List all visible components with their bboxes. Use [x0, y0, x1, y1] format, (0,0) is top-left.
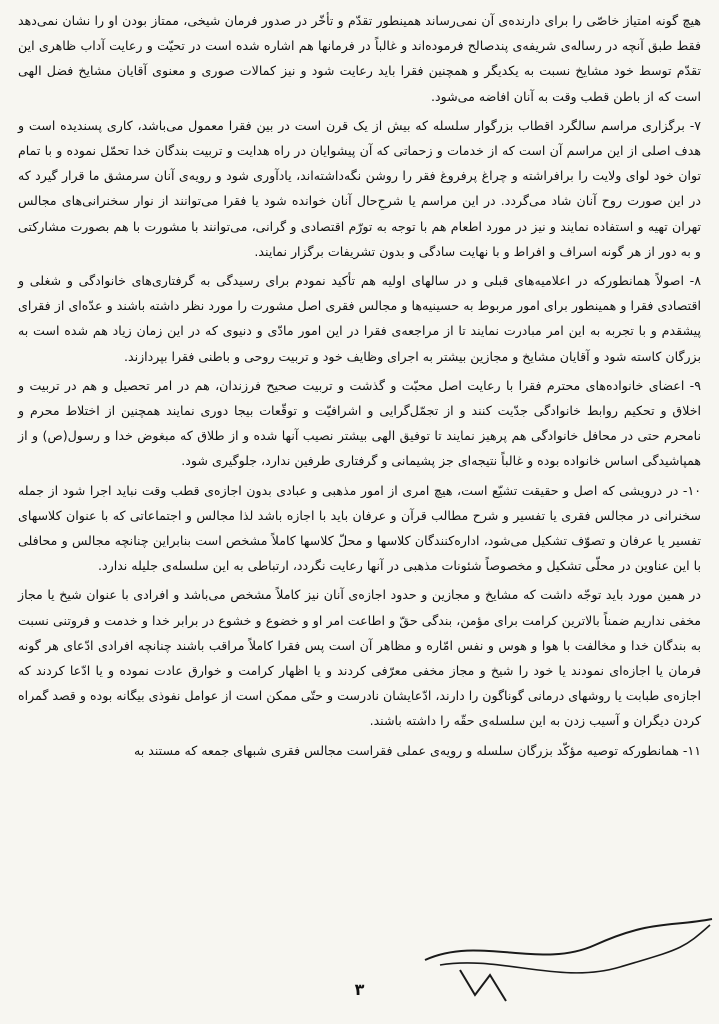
paragraph-item-10-continued: در همین مورد باید توجّه داشت که مشایخ و مجازین و حدود اجازه‌ی آنان نیز کاملاً مشخص می‌باشد و افرادی با عنوان شیخ یا مجاز مخفی نداریم ضمناً بالاترین کرامت برای مؤمن، بندگی حقّ و اطاعت امر او و خضوع و خشوع در برابر خدا و خدمت و فروتنی نسبت به بندگان خدا و مخالفت با هوا و هوس و نفس امّاره و مظاهر آن است پس فقرا کاملاً مراقب باشند چنانچه افرادی ادّعای هر گونه فرمان یا اجازه‌ای نمودند یا خود را شیخ و مجاز مخفی معرّفی کردند و یا اظهار کرامت و خوارق عادت نموده و یا ادّعا کردند که اجازه‌ی طبابت یا روشهای درمانی گوناگون را دارند، ادّعایشان نادرست و حتّی ممکن است از عوامل نفوذی بیگانه بوده و قصد گمراه کردن دیگران و آسیب زدن به این سلسله‌ی حقّه را داشته باشند.: [18, 587, 701, 729]
paragraph-item-8: ۸- اصولاً همانطورکه در اعلامیه‌های قبلی و در سالهای اولیه هم تأکید نمودم برای رسیدگی به گرفتاری‌های خانوادگی و شغلی و اقتصادی فقرا و همینطور برای امور مربوط به حسینیه‌ها و مجالس فقری اصل مشورت را مورد نظر داشته باشند و عدّه‌ای از فقرای پیشقدم و با تجربه به این امر مبادرت نمایند تا از مراجعه‌ی فقرا در این امور مادّی و دنیوی که در این زمان زیاد هم شده است به بزرگان کاسته شود و آقایان مشایخ و مجازین بیشتر به اجرای وظایف خود و تربیت روحی و باطنی فقرا بپردازند.: [18, 273, 701, 364]
paragraph-intro: هیچ گونه امتیاز خاصّی را برای دارنده‌ی آن نمی‌رساند همینطور تقدّم و تأخّر در صدور فرمان شیخی، ممتاز بودن او را نشان نمی‌دهد فقط طبق آنچه در رساله‌ی شریفه‌ی پندصالح فرموده‌اند و غالباً در فرمانها هم اشاره شده است در تحیّت و رعایت آداب ظاهری این تقدّم توسط خود مشایخ نسبت به یکدیگر و همچنین فقرا باید رعایت شود و نیز کمالات صوری و معنوی آقایان مشایخ فضل الهی است که از باطن قطب وقت به آنان افاضه می‌شود.: [18, 13, 701, 104]
paragraph-item-10: ۱۰- در درویشی که اصل و حقیقت تشیّع است، هیچ امری از امور مذهبی و عبادی بدون اجازه‌ی قطب وقت نباید اجرا شود از جمله سخنرانی در مجالس فقری یا تفسیر و شرح مطالب قرآن و عرفان باید با اجازه باشد لذا مجالس و اجتماعاتی که با عنوان کلاسهای تفسیر یا عرفان و تصوّف تشکیل می‌شود، اداره‌کنندگان کلاسها و محلّ کلاسها کاملاً مشخص است بنابراین چنانچه مجالس و محافلی با این عناوین در محلّی تشکیل و مخصوصاً شئونات مذهبی در آنها رعایت نگردد، ارتباطی به این سلسله‌ی جلیله ندارد.: [18, 482, 701, 574]
document-page: [18, 8, 701, 1008]
handwritten-signature: [420, 915, 719, 1010]
paragraph-item-9: ۹- اعضای خانواده‌های محترم فقرا با رعایت اصل محبّت و گذشت و تربیت صحیح فرزندان، هم در امر تحصیل و هم در تربیت و اخلاق و تحکیم روابط خانوادگی جدّیت کنند و از تجمّل‌گرایی و اشرافیّت و توقّعات بیجا دوری نمایند همچنین از اختلاط محرم و نامحرم حتی در محافل خانوادگی هم پرهیز نمایند تا توفیق الهی بیشتر نصیب آنها شده و از طلاق که مبغوض خدا و رسول(ص) و از همپاشیدگی اساس خانواده بوده و غالباً نتیجه‌ای جز پشیمانی و گرفتاری طرفین ندارد، جلوگیری شود.: [18, 377, 701, 469]
page-number: ۳: [354, 980, 365, 999]
paragraph-item-7: ۷- برگزاری مراسم سالگرد اقطاب بزرگوار سلسله که بیش از یک قرن است در بین فقرا معمول می‌باشد، کاری پسندیده است و هدف اصلی از این مراسم آن است که از خدمات و زحماتی که آن پیشوایان در راه هدایت و تربیت بندگان خدا تحمّل نموده و با تمام توان خود لوای ولایت را برافراشته و چراغ پرفروغ فقر را روشن نگه‌داشته‌اند، یادآوری شود و رویه‌ی آنان سرمشق ما قرار گیرد که در این صورت روح آنان شاد می‌گردد. در این مراسم یا شرحِ‌حال آنان خوانده شود یا فقرا می‌توانند از نوار سخنرانی‌های مجالس تهران تهیه و استفاده نمایند و نیز در مورد اطعام هم با توجه به تورّم اقتصادی و گرانی، می‌توانند با مشورت با هم بصورت مشارکتی و به دور از هر گونه اسراف و افراط و با نهایت سادگی و بدون تشریفات برگزار نمایند.: [18, 117, 701, 259]
paragraph-item-11: ۱۱- همانطورکه توصیه مؤکّد بزرگان سلسله و رویه‌ی عملی فقراست مجالس فقری شبهای جمعه که مستند به: [134, 742, 701, 758]
